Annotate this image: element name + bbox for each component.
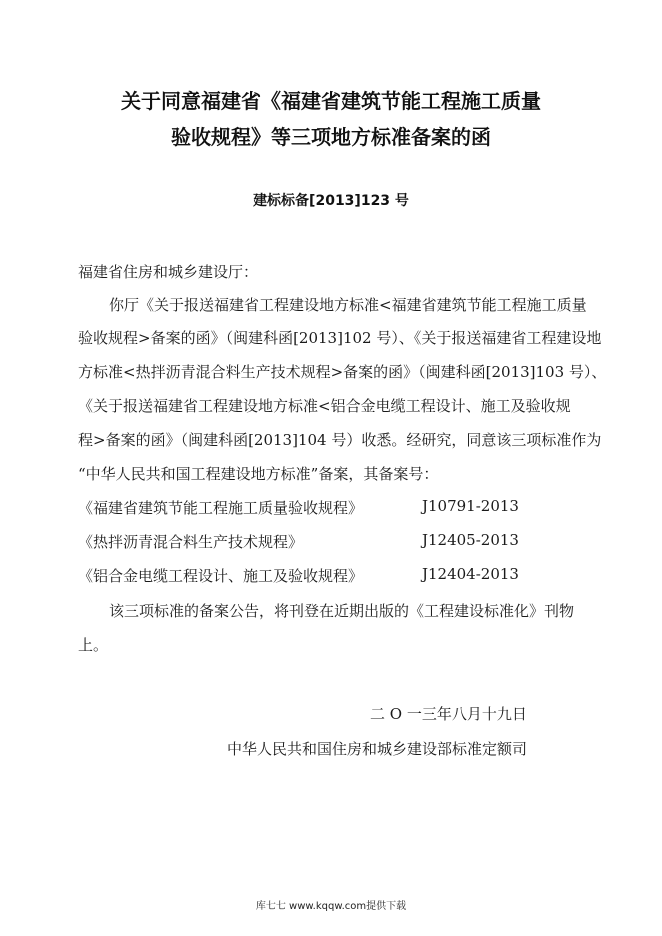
- closing-line: 上。: [78, 636, 109, 654]
- footer-credit: 库七七 www.kqqw.com提供下载: [255, 901, 407, 912]
- body-line: 《关于报送福建省工程建设地方标准<铝合金电缆工程设计、施工及验收规: [78, 397, 571, 415]
- issuing-department: 中华人民共和国住房和城乡建设部标准定额司: [227, 740, 528, 758]
- body-line: 方标准<热拌沥青混合料生产技术规程>备案的函》（闽建科函[2013]103 号）、: [78, 363, 607, 381]
- standard-name: 《热拌沥青混合料生产技术规程》: [78, 533, 304, 551]
- closing-line: 该三项标准的备案公告，将刊登在近期出版的《工程建设标准化》刊物: [109, 602, 575, 620]
- standard-code: J12404-2013: [422, 565, 519, 583]
- body-line: 验收规程>备案的函》（闽建科函[2013]102 号）、《关于报送福建省工程建设地: [78, 329, 602, 347]
- addressee: 福建省住房和城乡建设厅：: [78, 263, 259, 281]
- standard-name: 《福建省建筑节能工程施工质量验收规程》: [78, 499, 364, 517]
- document-number: 建标标备[2013]123 号: [253, 193, 409, 209]
- issue-date: 二 O 一三年八月十九日: [370, 705, 527, 723]
- document-title-line-2: 验收规程》等三项地方标准备案的函: [171, 125, 491, 149]
- standard-code: J10791-2013: [422, 497, 519, 515]
- body-line: 程>备案的函》（闽建科函[2013]104 号）收悉。经研究，同意该三项标准作为: [78, 431, 602, 449]
- body-line: 你厅《关于报送福建省工程建设地方标准<福建省建筑节能工程施工质量: [109, 296, 587, 314]
- standard-name: 《铝合金电缆工程设计、施工及验收规程》: [78, 567, 364, 585]
- document-title-line-1: 关于同意福建省《福建省建筑节能工程施工质量: [121, 89, 541, 113]
- body-line: “中华人民共和国工程建设地方标准”备案，其备案号：: [78, 465, 439, 483]
- standard-code: J12405-2013: [422, 531, 519, 549]
